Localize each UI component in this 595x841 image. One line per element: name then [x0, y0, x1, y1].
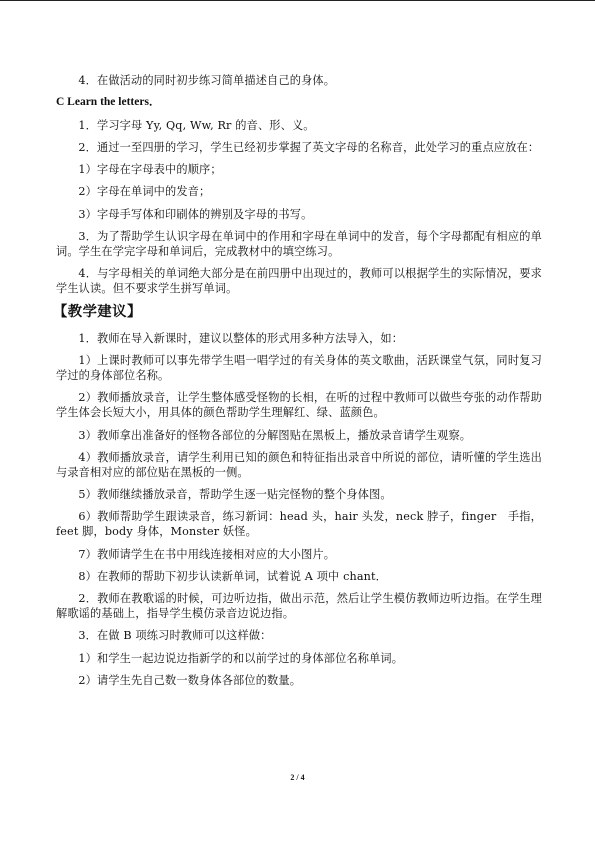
paragraph: 5）教师继续播放录音，帮助学生逐一贴完怪物的整个身体图。	[78, 488, 392, 502]
paragraph: 2．教师在教歌谣的时候，可边听边指，做出示范，然后让学生模仿教师边听边指。在学生理解歌谣的基础上，指导学生模仿录音边说边指。	[56, 592, 542, 621]
paragraph: 4．与字母相关的单词绝大部分是在前四册中出现过的，教师可以根据学生的实际情况，要求学生认读。但不要求学生拼写单词。	[56, 267, 542, 296]
paragraph: 3．在做 B 项练习时教师可以这样做：	[78, 629, 272, 643]
paragraph: 3）教师拿出准备好的怪物各部位的分解图贴在黑板上，播放录音请学生观察。	[78, 428, 472, 442]
paragraph: 8）在教师的帮助下初步认读新单词，试着说 A 项中 chant．	[78, 569, 388, 583]
paragraph: 1）上课时教师可以事先带学生唱一唱学过的有关身体的英文歌曲，活跃课堂气氛，同时复习学过的身体部位名称。	[56, 353, 542, 383]
paragraph: 7）教师请学生在书中用线连接相对应的大小图片。	[78, 547, 336, 561]
paragraph: 3）字母手写体和印刷体的辨别及字母的书写。	[78, 207, 313, 221]
section-title-teaching-suggestions: 【教学建议】	[53, 304, 142, 321]
paragraph: 1．教师在导入新课时，建议以整体的形式用多种方法导入，如：	[78, 331, 404, 345]
paragraph: 2．通过一至四册的学习，学生已经初步掌握了英文字母的名称音，此处学习的重点应放在：	[78, 141, 540, 155]
section-c-heading: C Learn the letters．	[56, 96, 161, 109]
page-top-rule	[0, 0, 595, 1]
paragraph: 2）教师播放录音，让学生整体感受怪物的长相，在听的过程中教师可以做些夸张的动作帮助学生体会长短大小，用具体的颜色帮助学生理解红、绿、蓝颜色。	[56, 391, 542, 420]
paragraph: 4）教师播放录音，请学生利用已知的颜色和特征指出录音中所说的部位，请听懂的学生选出与录音相对应的部位贴在黑板的一侧。	[56, 450, 542, 479]
paragraph: 4．在做活动的同时初步练习简单描述自己的身体。	[78, 74, 336, 87]
document-body	[53, 73, 542, 695]
page-number: 2 / 4	[290, 773, 305, 782]
paragraph: 1）字母在字母表中的顺序；	[78, 163, 222, 177]
paragraph: 1）和学生一起边说边指新学的和以前学过的身体部位名称单词。	[78, 651, 404, 665]
paragraph: 2）请学生先自己数一数身体各部位的数量。	[78, 673, 302, 687]
paragraph: 6）教师帮助学生跟读录音，练习新词：head 头，hair 头发，neck 脖子，finger 手指，feet 脚，body 身体，Monster 妖怪。	[56, 510, 542, 539]
paragraph: 1．学习字母 Yy, Qq, Ww, Rr 的音、形、义。	[78, 118, 315, 132]
paragraph: 2）字母在单词中的发音；	[78, 185, 211, 199]
paragraph: 3．为了帮助学生认识字母在单词中的作用和字母在单词中的发音，每个字母都配有相应的单词。学生在学完字母和单词后，完成教材中的填空练习。	[56, 229, 542, 258]
